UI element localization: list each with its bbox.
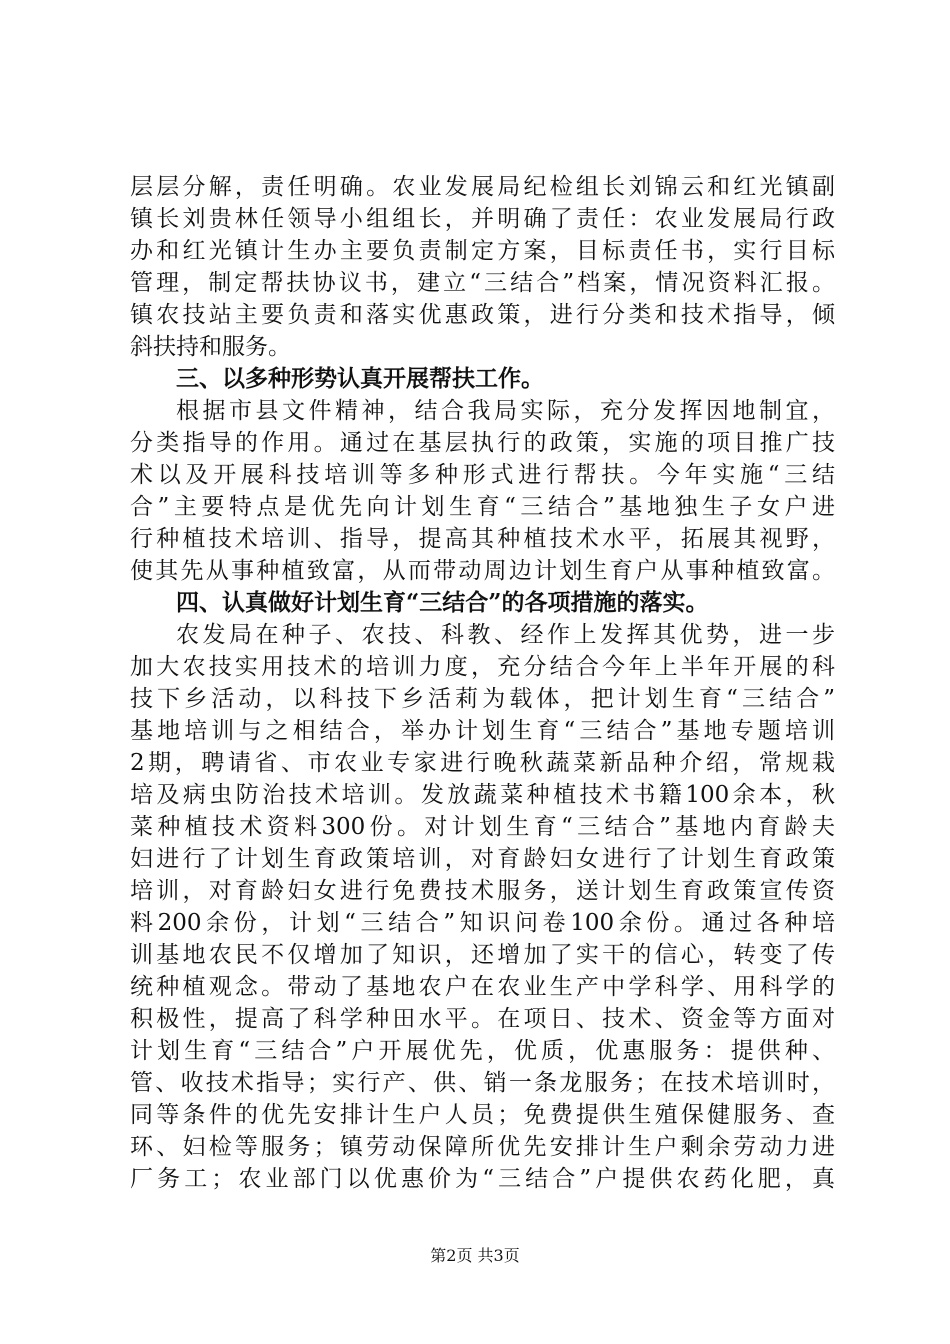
paragraph-line: 技下乡活动，以科技下乡活莉为载体，把计划生育“三结合” (130, 686, 835, 712)
paragraph-line: 基地培训与之相结合，举办计划生育“三结合”基地专题培训 (130, 718, 835, 744)
paragraph-line: 加大农技实用技术的培训力度，充分结合今年上半年开展的科 (130, 654, 835, 680)
paragraph-line: 妇进行了计划生育政策培训，对育龄妇女进行了计划生育政策 (130, 846, 835, 872)
paragraph-line: 使其先从事种植致富，从而带动周边计划生育户从事种植致富。 (130, 558, 835, 584)
paragraph-line: 农发局在种子、农技、科教、经作上发挥其优势，进一步 (176, 622, 835, 648)
paragraph-line: 统种植观念。带动了基地农户在农业生产中学科学、用科学的 (130, 974, 835, 1000)
paragraph-line: 培训，对育龄妇女进行免费技术服务，送计划生育政策宣传资 (130, 878, 835, 904)
paragraph-line: 斜扶持和服务。 (130, 334, 291, 360)
paragraph-line: 积极性，提高了科学种田水平。在项日、技术、资金等方面对 (130, 1006, 835, 1032)
section-heading-line: 四、认真做好计划生育“三结合”的各项措施的落实。 (176, 589, 709, 616)
paragraph-line: 管理，制定帮扶协议书，建立“三结合”档案，情况资料汇报。 (130, 270, 835, 296)
paragraph-line: 同等条件的优先安排计生户人员；免费提供生殖保健服务、查 (130, 1102, 835, 1128)
paragraph-line: 术以及开展科技培训等多种形式进行帮扶。今年实施“三结 (130, 462, 835, 488)
paragraph-line: 训基地农民不仅增加了知识，还增加了实干的信心，转变了传 (130, 942, 835, 968)
paragraph-line: 菜种植技术资料300份。对计划生育“三结合”基地内育龄夫 (130, 814, 835, 840)
paragraph-line: 环、妇检等服务；镇劳动保障所优先安排计生户剩余劳动力进 (130, 1134, 835, 1160)
paragraph-line: 层层分解，责任明确。农业发展局纪检组长刘锦云和红光镇副 (130, 174, 835, 200)
paragraph-line: 合”主要特点是优先向计划生育“三结合”基地独生子女户进 (130, 494, 835, 520)
paragraph-line: 计划生育“三结合”户开展优先，优质，优惠服务：提供种、 (130, 1038, 835, 1064)
paragraph-line: 厂务工；农业部门以优惠价为“三结合”户提供农药化肥，真 (130, 1166, 835, 1192)
page-footer: 第2页 共3页 (430, 1246, 520, 1265)
paragraph-line: 2期，聘请省、市农业专家进行晚秋蔬菜新品种介绍，常规栽 (130, 750, 835, 776)
paragraph-line: 镇长刘贵林任领导小组组长，并明确了责任：农业发展局行政 (130, 206, 835, 232)
paragraph-line: 培及病虫防治技术培训。发放蔬菜种植技术书籍100余本，秋 (130, 782, 835, 808)
paragraph-line: 镇农技站主要负责和落实优惠政策，进行分类和技术指导，倾 (130, 302, 835, 328)
section-heading-line: 三、以多种形势认真开展帮扶工作。 (176, 365, 544, 392)
paragraph-line: 管、收技术指导；实行产、供、销一条龙服务；在技术培训时， (130, 1070, 835, 1096)
paragraph-line: 分类指导的作用。通过在基层执行的政策，实施的项目推广技 (130, 430, 835, 456)
document-body (130, 171, 835, 1195)
paragraph-line: 料200余份，计划“三结合”知识问卷100余份。通过各种培 (130, 910, 835, 936)
paragraph-line: 办和红光镇计生办主要负责制定方案，目标责任书，实行目标 (130, 238, 835, 264)
paragraph-line: 根据市县文件精神，结合我局实际，充分发挥因地制宜， (176, 398, 835, 424)
paragraph-line: 行种植技术培训、指导，提高其种植技术水平，拓展其视野， (130, 526, 835, 552)
